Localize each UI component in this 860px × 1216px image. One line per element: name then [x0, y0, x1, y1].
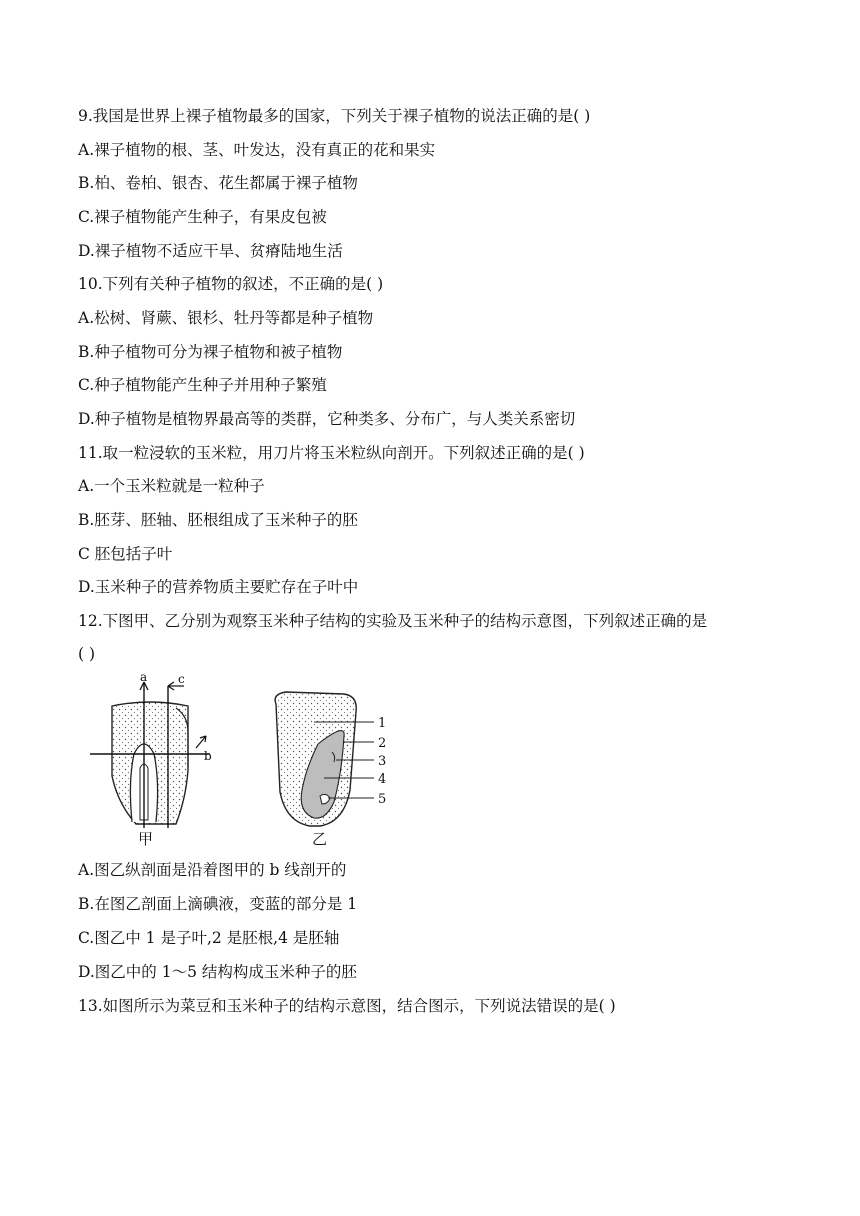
- question-12-option-a: A.图乙纵剖面是沿着图甲的 b 线剖开的: [78, 861, 347, 879]
- question-9-option-d: D.裸子植物不适应干旱、贫瘠陆地生活: [78, 242, 343, 260]
- label-4: 4: [378, 772, 387, 787]
- question-12-stem-bracket: ( ): [78, 645, 96, 663]
- label-c: c: [178, 672, 185, 686]
- label-1: 1: [378, 716, 387, 731]
- question-12-option-d: D.图乙中的 1～5 结构构成玉米种子的胚: [78, 963, 357, 981]
- question-9-option-c: C.裸子植物能产生种子，有果皮包被: [78, 208, 327, 226]
- question-11-stem: 11.取一粒浸软的玉米粒，用刀片将玉米粒纵向剖开。下列叙述正确的是( ): [78, 444, 585, 462]
- label-a: a: [140, 672, 148, 684]
- question-12-option-b: B.在图乙剖面上滴碘液，变蓝的部分是 1: [78, 895, 358, 913]
- figure-caption-yi: 乙: [312, 830, 328, 848]
- question-9-option-a: A.裸子植物的根、茎、叶发达，没有真正的花和果实: [78, 141, 436, 159]
- question-11-option-d: D.玉米种子的营养物质主要贮存在子叶中: [78, 578, 359, 596]
- corn-seed-figure: [88, 672, 408, 852]
- label-2: 2: [378, 736, 387, 751]
- question-12-option-c: C.图乙中 1 是子叶,2 是胚根,4 是胚轴: [78, 929, 340, 947]
- question-9-stem: 9.我国是世界上裸子植物最多的国家，下列关于裸子植物的说法正确的是( ): [78, 107, 591, 125]
- question-12-stem: 12.下图甲、乙分别为观察玉米种子结构的实验及玉米种子的结构示意图，下列叙述正确的是: [78, 612, 708, 630]
- question-13-stem: 13.如图所示为菜豆和玉米种子的结构示意图，结合图示，下列说法错误的是( ): [78, 997, 616, 1015]
- question-11-option-a: A.一个玉米粒就是一粒种子: [78, 477, 265, 495]
- question-9-option-b: B.柏、卷柏、银杏、花生都属于裸子植物: [78, 174, 358, 192]
- label-5: 5: [378, 792, 387, 807]
- question-11-option-c: C 胚包括子叶: [78, 545, 173, 563]
- question-10-option-d: D.种子植物是植物界最高等的类群，它种类多、分布广，与人类关系密切: [78, 410, 576, 428]
- figure-yi-seed-section: [275, 692, 374, 826]
- figure-jia-seed: [90, 682, 210, 828]
- label-3: 3: [378, 754, 387, 769]
- question-10-option-c: C.种子植物能产生种子并用种子繁殖: [78, 376, 327, 394]
- question-10-stem: 10.下列有关种子植物的叙述，不正确的是( ): [78, 275, 384, 293]
- question-10-option-a: A.松树、肾蕨、银杉、牡丹等都是种子植物: [78, 309, 374, 327]
- label-b: b: [204, 749, 212, 763]
- question-11-option-b: B.胚芽、胚轴、胚根组成了玉米种子的胚: [78, 511, 358, 529]
- figure-caption-jia: 甲: [138, 830, 154, 848]
- question-10-option-b: B.种子植物可分为裸子植物和被子植物: [78, 343, 343, 361]
